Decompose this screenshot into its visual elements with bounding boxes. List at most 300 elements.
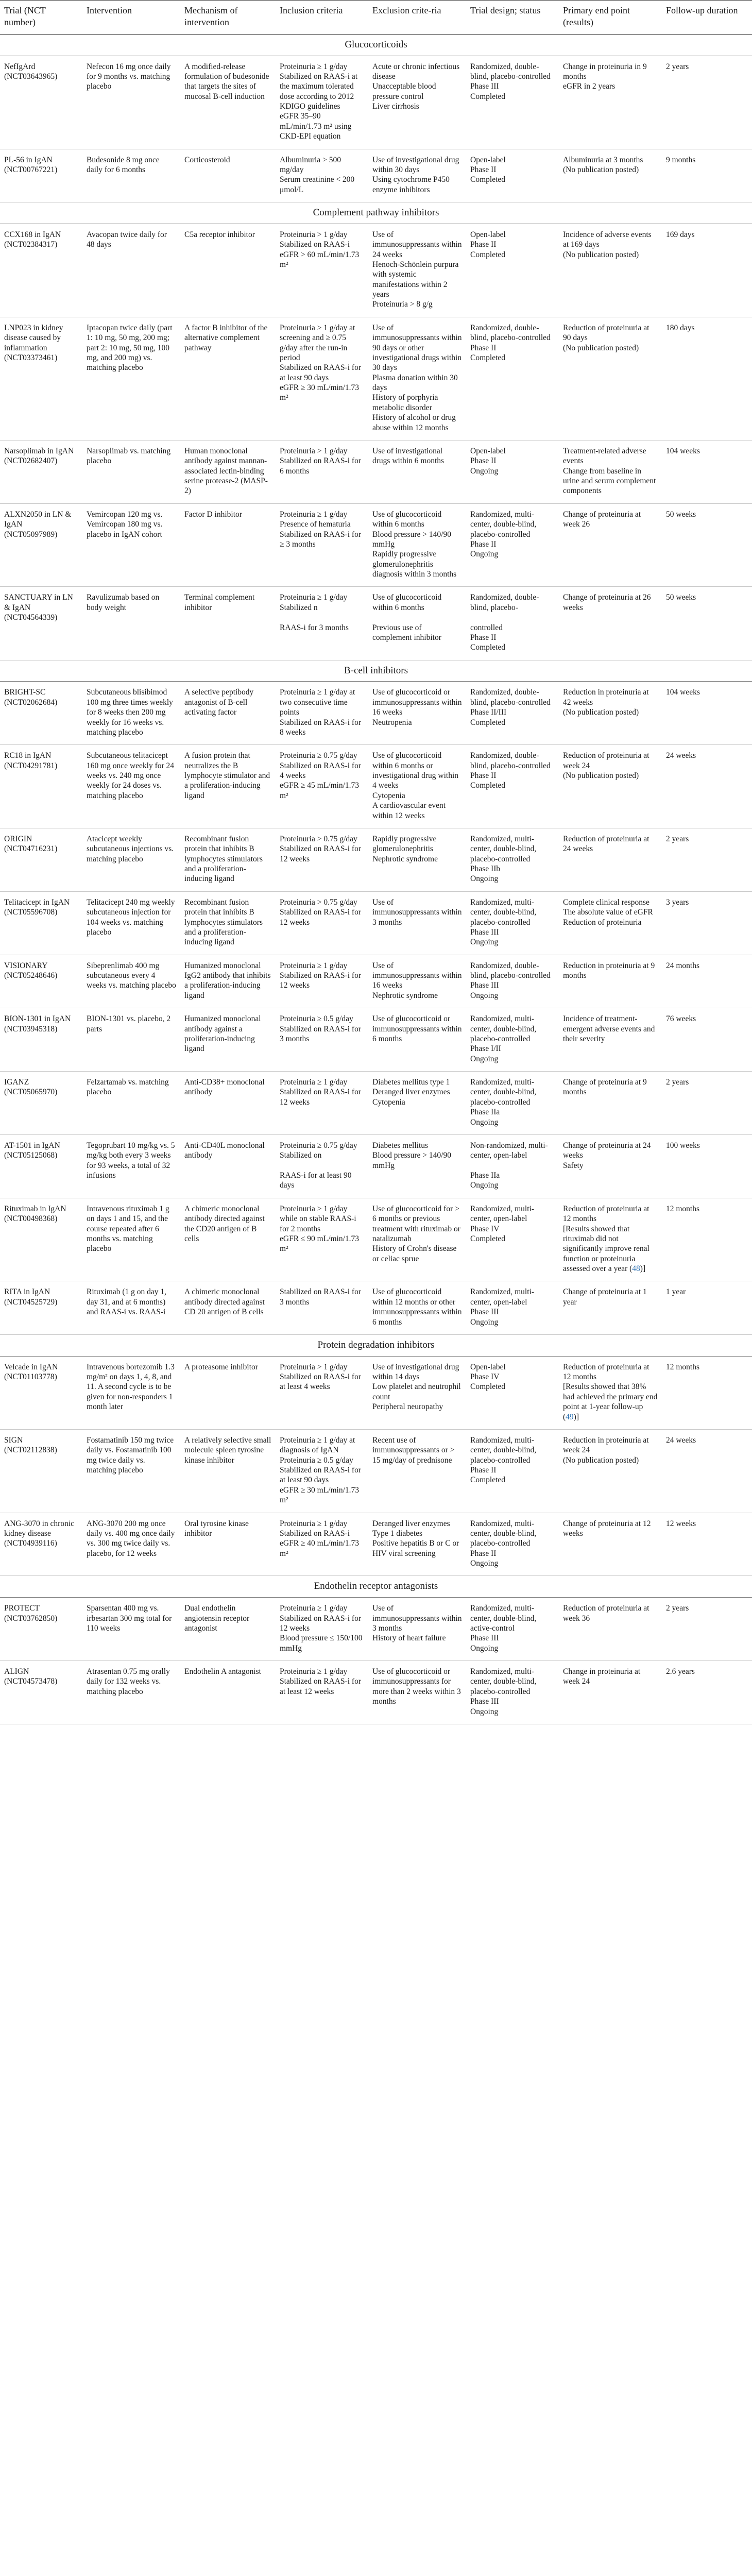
cell-line: (NCT03373461) (4, 353, 58, 362)
cell-intervention (82, 503, 180, 587)
cell-line: Ongoing (470, 1559, 499, 1568)
cell-intervention (82, 224, 180, 317)
cell-line: BION-1301 vs. placebo, 2 parts (87, 1014, 171, 1033)
cell-intervention (82, 317, 180, 440)
cell-exclusion (368, 891, 466, 955)
cell-line: Phase I/II (470, 1044, 501, 1054)
cell-intervention (82, 1429, 180, 1513)
cell-inclusion (276, 891, 368, 955)
cell-line: Randomized, multi-center, double-blind, placebo-controlled (470, 897, 537, 927)
cell-line: Deranged liver enzymes (372, 1088, 450, 1097)
cell-line (280, 613, 364, 622)
reference-link[interactable]: 49 (566, 1412, 574, 1421)
cell-inclusion (276, 587, 368, 660)
cell-line: Stabilized on RAAS-i for at least 90 days (280, 1466, 361, 1485)
group-row (0, 34, 752, 56)
cell-intervention (82, 828, 180, 891)
cell-line: Randomized, double-blind, placebo-controlled (470, 688, 551, 707)
cell-line: Proteinuria > 8 g/g (372, 300, 433, 309)
cell-line: Randomized, double-blind, placebo-controlled (470, 751, 551, 770)
cell-line: Use of glucocorticoid within 12 months or other immunosuppressants within 6 months (372, 1287, 462, 1327)
cell-line: Phase II (470, 165, 497, 174)
cell-line: Stabilized on RAAS-i for 4 weeks (280, 761, 361, 781)
cell-intervention (82, 745, 180, 828)
cell-line: Stabilized on RAAS-i for 12 weeks (280, 971, 361, 990)
cell-exclusion (368, 745, 466, 828)
column-header-intervention: Intervention (82, 1, 180, 35)
cell-line: Open-label (470, 446, 506, 455)
cell-line: Humanized monoclonal IgG2 antibody that inhibits a proliferation-inducing ligand (184, 961, 271, 1000)
cell-line: Blood pressure > 140/90 mmHg (372, 530, 451, 549)
cell-trial (0, 149, 82, 202)
cell-line: Use of glucocorticoid within 6 months or investigational drug within 4 weeks (372, 751, 459, 790)
cell-intervention (82, 1134, 180, 1198)
cell-line: A fusion protein that neutralizes the B lymphocyte stimulator and a proliferation-inducing ligand (184, 751, 270, 800)
cell-line: Phase IV (470, 1224, 500, 1233)
cell-mechanism (180, 503, 276, 587)
cell-line: Proteinuria ≥ 1 g/day (280, 1667, 348, 1676)
cell-line: Human monoclonal antibody against mannan-associated lectin-binding serine protease-2 (MASP-2) (184, 446, 268, 496)
cell-line: Randomized, double-blind, placebo-controlled (470, 323, 551, 343)
cell-design (466, 587, 559, 660)
cell-line: Phase II (470, 1466, 497, 1475)
cell-line: Stabilized on RAAS-i for 3 months (280, 1024, 361, 1043)
cell-line: (NCT01103778) (4, 1372, 57, 1382)
cell-line: Open-label (470, 155, 506, 164)
cell-intervention (82, 56, 180, 149)
cell-line: eGFR ≥ 30 mL/min/1.73 m² (280, 1485, 360, 1505)
cell-line: Randomized, multi-center, double-blind, placebo-controlled (470, 1667, 537, 1696)
cell-intervention (82, 1661, 180, 1724)
cell-line: Positive hepatitis B or C or HIV viral screening (372, 1539, 459, 1558)
cell-trial (0, 587, 82, 660)
group-row (0, 1576, 752, 1598)
cell-line: Rituximab in IgAN (4, 1204, 66, 1213)
cell-followup: 9 months (662, 149, 752, 202)
cell-exclusion (368, 1008, 466, 1072)
cell-line: Reduction of proteinuria at week 36 (563, 1604, 650, 1623)
cell-line: Stabilized on RAAS-i for 8 weeks (280, 718, 361, 737)
cell-line: Proteinuria ≥ 1 g/day (280, 593, 348, 602)
cell-endpoint (559, 1661, 662, 1724)
table-row (0, 56, 752, 149)
group-title: Complement pathway inhibitors (0, 202, 752, 224)
cell-line: (NCT02062684) (4, 698, 58, 707)
cell-trial (0, 1281, 82, 1335)
cell-line: Subcutaneous blisibimod 100 mg three times weekly for 8 weeks then 200 mg weekly for 16 weeks vs. matching placebo (87, 688, 173, 737)
cell-line: Change of proteinuria at 24 weeks (563, 1141, 651, 1160)
cell-line: A chimeric monoclonal antibody directed against CD 20 antigen of B cells (184, 1287, 265, 1317)
cell-line: Blood pressure ≤ 150/100 mmHg (280, 1634, 363, 1653)
cell-exclusion (368, 955, 466, 1008)
cell-line: Use of immunosuppressants within 16 weeks (372, 961, 462, 990)
cell-line: Stabilized n (280, 603, 318, 612)
cell-mechanism (180, 1429, 276, 1513)
cell-line: ALIGN (4, 1667, 29, 1676)
table-body (0, 34, 752, 1724)
cell-inclusion (276, 440, 368, 503)
cell-intervention (82, 955, 180, 1008)
cell-mechanism (180, 1356, 276, 1429)
cell-design (466, 1513, 559, 1576)
cell-line: Completed (470, 250, 506, 259)
cell-line: Phase III (470, 927, 499, 937)
cell-line: Completed (470, 175, 506, 184)
cell-inclusion (276, 955, 368, 1008)
cell-line: Phase IIa (470, 1108, 500, 1117)
cell-exclusion (368, 317, 466, 440)
cell-line: Stabilized on RAAS-i for ≥ 3 months (280, 530, 361, 549)
cell-line: Randomized, double-blind, placebo-controlled (470, 62, 551, 81)
cell-inclusion (276, 745, 368, 828)
cell-line: Stabilized on RAAS-i (280, 1529, 350, 1538)
table-row (0, 682, 752, 745)
cell-endpoint (559, 587, 662, 660)
cell-inclusion (276, 1198, 368, 1281)
cell-line: ANG-3070 200 mg once daily vs. 400 mg once daily vs. 300 mg twice daily vs. placebo, for 12 weeks (87, 1519, 175, 1558)
cell-design (466, 56, 559, 149)
cell-line: Randomized, multi-center, double-blind, placebo-controlled (470, 834, 537, 863)
table-row (0, 1661, 752, 1724)
cell-exclusion (368, 1661, 466, 1724)
cell-line: Phase II (470, 456, 497, 466)
cell-exclusion (368, 1513, 466, 1576)
cell-line: Reduction of proteinuria at 24 weeks (563, 834, 650, 854)
cell-line (372, 613, 462, 622)
cell-exclusion (368, 682, 466, 745)
cell-line: Change of proteinuria at week 26 (563, 510, 641, 529)
cell-line: Reduction of proteinuria at 90 days (563, 323, 650, 343)
cell-followup: 2 years (662, 828, 752, 891)
cell-mechanism (180, 955, 276, 1008)
cell-exclusion (368, 587, 466, 660)
cell-exclusion (368, 1598, 466, 1661)
cell-line: Ongoing (470, 1707, 499, 1716)
cell-line: Plasma donation within 30 days (372, 373, 458, 393)
result-note (563, 1382, 658, 1422)
cell-line: Intravenous bortezomib 1.3 mg/m² on days 1, 4, 8, and 11. A second cycle is to be given for non-responders 1 month later (87, 1362, 175, 1412)
cell-mechanism (180, 587, 276, 660)
cell-followup: 24 months (662, 955, 752, 1008)
cell-line: eGFR 35–90 mL/min/1.73 m² using CKD-EPI equation (280, 112, 352, 141)
cell-line: Change of proteinuria at 26 weeks (563, 593, 651, 612)
cell-line: Reduction of proteinuria (563, 918, 642, 927)
cell-line: (NCT04291781) (4, 761, 58, 770)
cell-intervention (82, 1513, 180, 1576)
cell-inclusion (276, 682, 368, 745)
cell-intervention (82, 1356, 180, 1429)
table-row (0, 149, 752, 202)
cell-line: Phase III (470, 1308, 499, 1317)
table-header (0, 1, 752, 35)
cell-line (470, 1161, 555, 1171)
cell-line: Atacicept weekly subcutaneous injections vs. matching placebo (87, 834, 174, 863)
table-row (0, 891, 752, 955)
reference-link[interactable]: 48 (632, 1264, 640, 1274)
table-row (0, 587, 752, 660)
cell-line: Diabetes mellitus type 1 (372, 1078, 450, 1087)
cell-endpoint (559, 1072, 662, 1135)
group-title: Glucocorticoids (0, 34, 752, 56)
cell-mechanism (180, 317, 276, 440)
cell-line: Anti-CD38+ monoclonal antibody (184, 1078, 265, 1097)
cell-line: Fostamatinib 150 mg twice daily vs. Fostamatinib 100 mg twice daily vs. matching placebo (87, 1435, 174, 1475)
cell-line: A proteasome inhibitor (184, 1362, 258, 1371)
cell-followup: 3 years (662, 891, 752, 955)
cell-exclusion (368, 56, 466, 149)
cell-exclusion (368, 1072, 466, 1135)
cell-line: Stabilized on RAAS-i for 3 months (280, 1287, 361, 1307)
cell-line: C5a receptor inhibitor (184, 230, 255, 239)
group-row (0, 1334, 752, 1356)
cell-line: Felzartamab vs. matching placebo (87, 1078, 169, 1097)
cell-line: Unacceptable blood pressure control (372, 82, 436, 101)
cell-line: A selective peptibody antagonist of B-cell activating factor (184, 688, 254, 717)
cell-line: Phase IIa (470, 1171, 500, 1180)
cell-line: Randomized, multi-center, double-blind, placebo-controlled (470, 1519, 537, 1548)
group-title: Endothelin receptor antagonists (0, 1576, 752, 1598)
cell-inclusion (276, 224, 368, 317)
cell-line: Use of immunosuppressants within 24 weeks (372, 230, 462, 259)
cell-mechanism (180, 828, 276, 891)
cell-mechanism (180, 745, 276, 828)
cell-line: Ongoing (470, 1054, 499, 1063)
cell-line: Avacopan twice daily for 48 days (87, 230, 167, 249)
cell-mechanism (180, 1198, 276, 1281)
cell-design (466, 828, 559, 891)
cell-line: Randomized, double-blind, placebo-controlled (470, 961, 551, 980)
cell-line: Completed (470, 353, 506, 362)
cell-line: Proteinuria ≥ 0.75 g/day (280, 1141, 357, 1150)
table-row (0, 1429, 752, 1513)
cell-line: VISIONARY (4, 961, 48, 970)
cell-line: A chimeric monoclonal antibody directed against the CD20 antigen of B cells (184, 1204, 265, 1243)
cell-exclusion (368, 1281, 466, 1335)
cell-line: Sparsentan 400 mg vs. irbesartan 300 mg total for 110 weeks (87, 1604, 172, 1633)
cell-line: Phase II (470, 539, 497, 549)
cell-line: (NCT00767221) (4, 165, 58, 174)
cell-line: Completed (470, 718, 506, 727)
cell-line: Phase II (470, 771, 497, 781)
cell-intervention (82, 440, 180, 503)
cell-exclusion (368, 1198, 466, 1281)
cell-design (466, 682, 559, 745)
cell-line: Cytopenia (372, 791, 405, 800)
cell-line: LNP023 in kidney disease caused by inflammation (4, 323, 63, 352)
cell-design (466, 317, 559, 440)
cell-line: Use of investigational drug within 30 days (372, 155, 459, 174)
cell-intervention (82, 149, 180, 202)
cell-followup: 2 years (662, 1598, 752, 1661)
cell-line: Proteinuria ≥ 1 g/day at diagnosis of IgAN (280, 1435, 355, 1455)
cell-line: Proteinuria > 1 g/day (280, 230, 348, 239)
cell-line: Randomized, multi-center, open-label (470, 1204, 534, 1224)
cell-followup: 24 weeks (662, 1429, 752, 1513)
cell-line: RITA in IgAN (4, 1287, 50, 1297)
cell-line: Randomized, multi-center, double-blind, placebo-controlled (470, 1435, 537, 1465)
cell-line: Narsoplimab in IgAN (4, 446, 74, 455)
cell-line: Randomized, double-blind, placebo- (470, 593, 539, 612)
column-header-design: Trial design; status (466, 1, 559, 35)
cell-mechanism (180, 1661, 276, 1724)
cell-line: Proteinuria > 1 g/day (280, 446, 348, 455)
cell-design (466, 1072, 559, 1135)
cell-line: Randomized, multi-center, double-blind, placebo-controlled (470, 1014, 537, 1043)
table-row (0, 1134, 752, 1198)
cell-mechanism (180, 682, 276, 745)
cell-inclusion (276, 1356, 368, 1429)
cell-line: (NCT03643965) (4, 72, 58, 81)
cell-trial (0, 1598, 82, 1661)
cell-line: History of porphyria metabolic disorder (372, 393, 438, 412)
cell-exclusion (368, 1356, 466, 1429)
column-header-endpoint: Primary end point (results) (559, 1, 662, 35)
cell-line: Stabilized on RAAS-i for 12 weeks (280, 1088, 361, 1107)
cell-followup: 1 year (662, 1281, 752, 1335)
cell-line: (No publication posted) (563, 250, 639, 259)
cell-line: RC18 in IgAN (4, 751, 52, 760)
cell-line: Use of glucocorticoid or immunosuppressants within 16 weeks (372, 688, 462, 717)
cell-line: Neutropenia (372, 718, 412, 727)
cell-followup: 50 weeks (662, 503, 752, 587)
cell-trial (0, 1008, 82, 1072)
cell-design (466, 503, 559, 587)
cell-trial (0, 224, 82, 317)
cell-trial (0, 828, 82, 891)
cell-followup: 2 years (662, 1072, 752, 1135)
cell-endpoint (559, 1429, 662, 1513)
cell-line (280, 1161, 364, 1171)
cell-line: Ongoing (470, 466, 499, 476)
cell-line: Phase II (470, 1549, 497, 1558)
table-row (0, 317, 752, 440)
cell-line: Change in proteinuria at week 24 (563, 1667, 641, 1686)
cell-endpoint (559, 224, 662, 317)
cell-trial (0, 440, 82, 503)
cell-line: Telitacicept 240 mg weekly subcutaneous injection for 104 weeks vs. matching placebo (87, 897, 175, 937)
cell-inclusion (276, 1429, 368, 1513)
cell-intervention (82, 1072, 180, 1135)
cell-trial (0, 1429, 82, 1513)
cell-inclusion (276, 1661, 368, 1724)
cell-line: Velcade in IgAN (4, 1362, 58, 1371)
cell-line: Phase II (470, 240, 497, 249)
cell-line: Phase II (470, 633, 497, 642)
cell-line: A relatively selective small molecule spleen tyrosine kinase inhibitor (184, 1435, 271, 1465)
cell-line: Use of investigational drugs within 6 months (372, 446, 445, 466)
cell-line: eGFR in 2 years (563, 82, 616, 91)
cell-inclusion (276, 1598, 368, 1661)
cell-endpoint (559, 1198, 662, 1281)
cell-line: Stabilized on RAAS-i for at least 4 weeks (280, 1372, 361, 1392)
cell-line: Change in proteinuria in 9 months (563, 62, 647, 81)
cell-design (466, 1198, 559, 1281)
cell-line: Rituximab (1 g on day 1, day 31, and at 6 months) and RAAS-i vs. RAAS-i (87, 1287, 166, 1317)
table-row (0, 1356, 752, 1429)
cell-line: ANG-3070 in chronic kidney disease (4, 1519, 75, 1538)
cell-trial (0, 1072, 82, 1135)
header-row (0, 1, 752, 35)
cell-line: Sibeprenlimab 400 mg subcutaneous every 4 weeks vs. matching placebo (87, 961, 176, 990)
cell-design (466, 955, 559, 1008)
result-text: [Results showed that rituximab did not significantly improve renal function or proteinuria assessed over a year ( (563, 1224, 650, 1274)
cell-line: Open-label (470, 230, 506, 239)
cell-line: (NCT05125068) (4, 1151, 58, 1160)
cell-line: A cardiovascular event within 12 weeks (372, 801, 446, 820)
cell-design (466, 891, 559, 955)
group-row (0, 202, 752, 224)
cell-line: (NCT05065970) (4, 1088, 58, 1097)
cell-line: Proteinuria ≥ 1 g/day at screening and ≥ 0.75 g/day after the run-in period (280, 323, 355, 362)
cell-line: Peripheral neuropathy (372, 1402, 443, 1412)
cell-line: Nefecon 16 mg once daily for 9 months vs. matching placebo (87, 62, 171, 91)
cell-line: Nephrotic syndrome (372, 991, 438, 1000)
cell-line: Stabilized on RAAS-i at the maximum tolerated dose according to 2012 KDIGO guidelines (280, 72, 358, 111)
cell-mechanism (180, 1281, 276, 1335)
cell-line: (No publication posted) (563, 708, 639, 717)
cell-line: The absolute value of eGFR (563, 908, 653, 917)
cell-line: Stabilized on RAAS-i for 12 weeks (280, 908, 361, 927)
cell-line: A factor B inhibitor of the alternative complement pathway (184, 323, 268, 352)
cell-mechanism (180, 1598, 276, 1661)
column-header-trial: Trial (NCT number) (0, 1, 82, 35)
column-header-inclusion: Inclusion criteria (276, 1, 368, 35)
cell-design (466, 1598, 559, 1661)
cell-line: Proteinuria ≥ 1 g/day (280, 961, 348, 970)
cell-line: Use of immunosuppressants within 3 months (372, 1604, 462, 1633)
cell-line: Acute or chronic infectious disease (372, 62, 460, 81)
group-row (0, 660, 752, 682)
cell-line: Phase IIb (470, 865, 501, 874)
cell-line: Stabilized on RAAS-i for 12 weeks (280, 844, 361, 863)
group-title: B-cell inhibitors (0, 660, 752, 682)
cell-followup: 76 weeks (662, 1008, 752, 1072)
cell-inclusion (276, 1281, 368, 1335)
cell-line: Recent use of immunosuppressants or > 15 mg/day of prednisone (372, 1435, 455, 1465)
cell-line: eGFR > 60 mL/min/1.73 m² (280, 250, 360, 269)
cell-line: (NCT02384317) (4, 240, 58, 249)
cell-line: RAAS-i for at least 90 days (280, 1171, 352, 1190)
cell-exclusion (368, 149, 466, 202)
cell-trial (0, 1661, 82, 1724)
cell-line: Stabilized on RAAS-i for 12 weeks (280, 1614, 361, 1633)
cell-endpoint (559, 1008, 662, 1072)
cell-design (466, 149, 559, 202)
cell-line: CCX168 in IgAN (4, 230, 61, 239)
cell-line: PL-56 in IgAN (4, 155, 53, 164)
cell-line: Proteinuria ≥ 0.5 g/day (280, 1455, 353, 1465)
cell-line: Rapidly progressive glomerulonephritis diagnosis within 3 months (372, 550, 457, 579)
cell-line: Proteinuria ≥ 1 g/day (280, 62, 348, 71)
result-text-end: )] (573, 1412, 579, 1421)
cell-inclusion (276, 503, 368, 587)
cell-mechanism (180, 1072, 276, 1135)
cell-line: eGFR ≥ 45 mL/min/1.73 m² (280, 781, 360, 800)
cell-design (466, 1134, 559, 1198)
cell-line: Use of glucocorticoid for > 6 months or previous treatment with rituximab or natalizumab (372, 1204, 460, 1243)
cell-line: Recombinant fusion protein that inhibits B lymphocytes stimulators and a proliferation-inducing ligand (184, 834, 263, 884)
cell-exclusion (368, 224, 466, 317)
cell-line: Tegoprubart 10 mg/kg vs. 5 mg/kg both every 3 weeks for 93 weeks, a total of 32 infusions (87, 1141, 175, 1180)
cell-exclusion (368, 503, 466, 587)
table-row (0, 440, 752, 503)
cell-line: Ongoing (470, 991, 499, 1000)
cell-line: Use of immunosuppressants within 90 days or other investigational drugs within 30 days (372, 323, 462, 372)
cell-line: Use of investigational drug within 14 days (372, 1362, 459, 1382)
cell-line: Proteinuria > 0.75 g/day (280, 834, 357, 843)
cell-followup: 12 months (662, 1356, 752, 1429)
cell-intervention (82, 1008, 180, 1072)
